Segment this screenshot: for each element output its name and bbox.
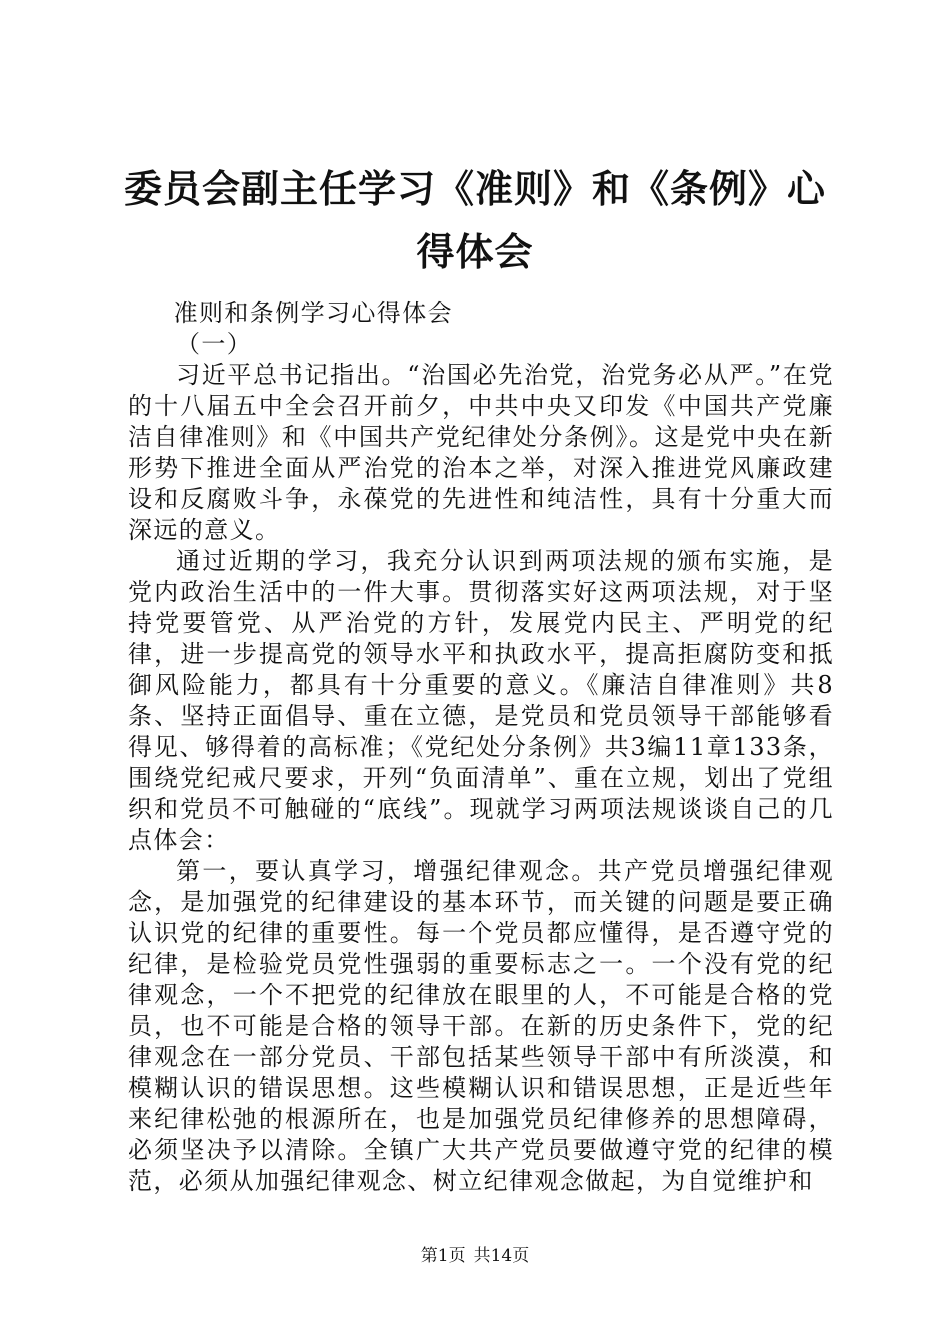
section-label: （一） — [176, 330, 253, 358]
document-subtitle: 准则和条例学习心得体会 — [173, 299, 453, 327]
document-body — [128, 298, 834, 1197]
body-paragraph: 通过近期的学习，我充分认识到两项法规的颁布实施，是党内政治生活中的一件大事。贯彻落实好这两项法规，对于坚持党要管党、从严治党的方针，发展党内民主、严明党的纪律，进一步提高党的领导水平和执政水平，提高拒腐防变和抵御风险能力，都具有十分重要的意义。《廉洁自律准则》共8条、坚持正面倡导、重在立德，是党员和党员领导干部能够看得见、够得着的高标准；《党纪处分条例》共3编11章133条，围绕党纪戒尺要求，开列“负面清单”、重在立规，划出了党组织和党员不可触碰的“底线”。现就学习两项法规谈谈自己的几点体会： — [128, 547, 834, 854]
body-paragraph: 习近平总书记指出。“治国必先治党，治党务必从严。”在党的十八届五中全会召开前夕，中共中央又印发《中国共产党廉洁自律准则》和《中国共产党纪律处分条例》。这是党中央在新形势下推进全面从严治党的治本之举，对深入推进党风廉政建设和反腐败斗争，永葆党的先进性和纯洁性，具有十分重大而深远的意义。 — [128, 361, 834, 544]
document-title: 委员会副主任学习《准则》和《条例》心得体会 — [123, 167, 826, 274]
page-total: 共14页 — [473, 1246, 530, 1266]
page-number: 第1页 — [420, 1246, 466, 1266]
page-footer — [0, 1245, 950, 1267]
body-paragraph: 第一，要认真学习，增强纪律观念。共产党员增强纪律观念，是加强党的纪律建设的基本环节，而关键的问题是要正确认识党的纪律的重要性。每一个党员都应懂得，是否遵守党的纪律，是检验党员党性强弱的重要标志之一。一个没有党的纪律观念，一个不把党的纪律放在眼里的人，不可能是合格的党员，也不可能是合格的领导干部。在新的历史条件下，党的纪律观念在一部分党员、干部包括某些领导干部中有所淡漠，和模糊认识的错误思想。这些模糊认识和错误思想，正是近些年来纪律松弛的根源所在，也是加强党员纪律修养的思想障碍，必须坚决予以清除。全镇广大共产党员要做遵守党的纪律的模范，必须从加强纪律观念、树立纪律观念做起，为自觉维护和 — [128, 857, 834, 1195]
